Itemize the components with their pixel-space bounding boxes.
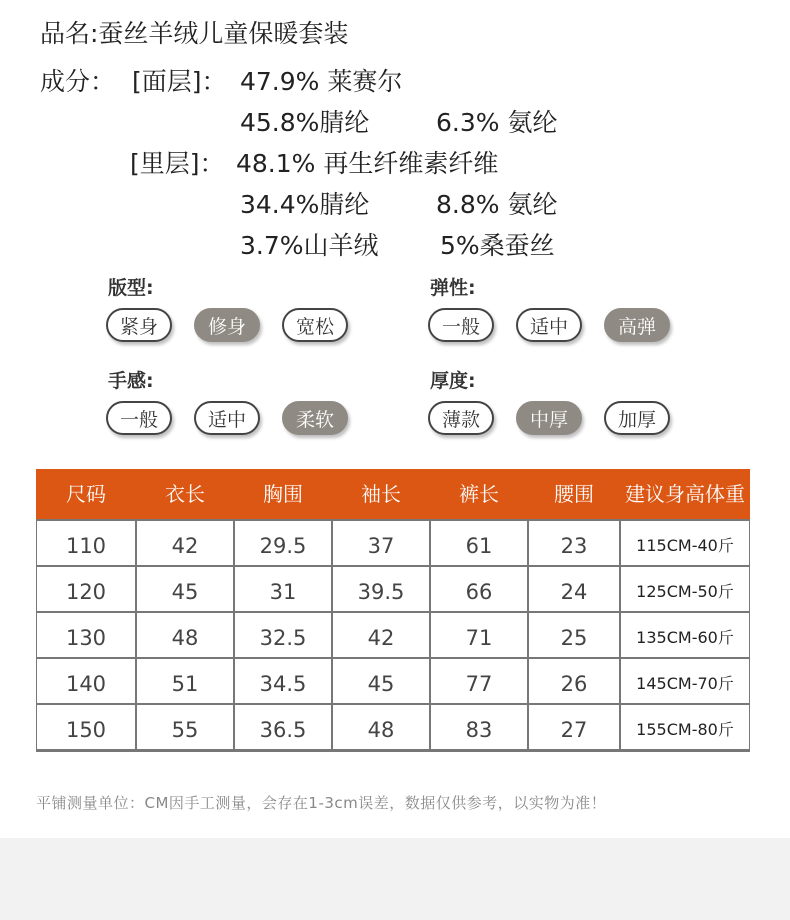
- cell-waist: 27: [529, 705, 621, 749]
- table-row: [37, 657, 749, 703]
- cell-waist: 25: [529, 613, 621, 657]
- table-body: [36, 519, 750, 752]
- cell-height-weight: 155CM-80斤: [636, 720, 734, 739]
- cell-sleeve: 39.5: [333, 567, 431, 611]
- lining-line-1: 48.1% 再生纤维素纤维: [236, 149, 499, 178]
- lining-line-2a: 34.4%腈纶: [240, 190, 370, 219]
- cell-length: 48: [137, 613, 235, 657]
- fit-label: 版型:: [108, 277, 154, 299]
- face-line-2b: 6.3% 氨纶: [436, 108, 558, 137]
- cell-pants-length: 77: [431, 659, 529, 703]
- header-height-weight: 建议身高体重: [625, 482, 745, 506]
- product-title: 品名:蚕丝羊绒儿童保暖套装: [40, 19, 349, 48]
- cell-pants-length: 66: [431, 567, 529, 611]
- lining-line-3a: 3.7%山羊绒: [240, 231, 379, 260]
- cell-chest: 31: [235, 567, 333, 611]
- cell-waist: 26: [529, 659, 621, 703]
- cell-sleeve: 42: [333, 613, 431, 657]
- cell-length: 51: [137, 659, 235, 703]
- elasticity-option-medium: 适中: [516, 308, 582, 342]
- cell-pants-length: 71: [431, 613, 529, 657]
- face-line-2a: 45.8%腈纶: [240, 108, 370, 137]
- thickness-option-medium: 中厚: [516, 401, 582, 435]
- cell-size: 120: [37, 567, 137, 611]
- cell-length: 42: [137, 521, 235, 565]
- cell-size: 150: [37, 705, 137, 749]
- fit-option-tight: 紧身: [106, 308, 172, 342]
- elasticity-option-normal: 一般: [428, 308, 494, 342]
- header-length: 衣长: [165, 482, 205, 506]
- cell-pants-length: 83: [431, 705, 529, 749]
- feel-option-medium: 适中: [194, 401, 260, 435]
- header-chest: 胸围: [263, 482, 303, 506]
- table-header: [36, 469, 750, 519]
- cell-sleeve: 48: [333, 705, 431, 749]
- table-row: [37, 703, 749, 751]
- thickness-option-thin: 薄款: [428, 401, 494, 435]
- cell-waist: 24: [529, 567, 621, 611]
- feel-option-normal: 一般: [106, 401, 172, 435]
- lining-line-2b: 8.8% 氨纶: [436, 190, 558, 219]
- cell-size: 110: [37, 521, 137, 565]
- fit-option-loose: 宽松: [282, 308, 348, 342]
- table-row: [37, 611, 749, 657]
- cell-size: 140: [37, 659, 137, 703]
- composition-label: 成分：: [40, 67, 116, 96]
- thickness-label: 厚度:: [430, 370, 476, 392]
- cell-length: 45: [137, 567, 235, 611]
- lining-line-3b: 5%桑蚕丝: [440, 231, 555, 260]
- cell-pants-length: 61: [431, 521, 529, 565]
- cell-chest: 36.5: [235, 705, 333, 749]
- cell-chest: 32.5: [235, 613, 333, 657]
- feel-label: 手感:: [108, 370, 154, 392]
- thickness-option-thick: 加厚: [604, 401, 670, 435]
- header-sleeve: 袖长: [361, 482, 401, 506]
- fit-option-slim: 修身: [194, 308, 260, 342]
- measurement-note: 平铺测量单位：CM因手工测量，会存在1-3cm误差，数据仅供参考，以实物为准！: [36, 794, 607, 812]
- size-table: [36, 469, 750, 752]
- footer-band: [0, 838, 790, 920]
- cell-chest: 29.5: [235, 521, 333, 565]
- table-row: [37, 519, 749, 565]
- elasticity-option-high: 高弹: [604, 308, 670, 342]
- cell-size: 130: [37, 613, 137, 657]
- header-size: 尺码: [66, 482, 106, 506]
- cell-length: 55: [137, 705, 235, 749]
- cell-height-weight: 125CM-50斤: [636, 582, 734, 601]
- cell-height-weight: 145CM-70斤: [636, 674, 734, 693]
- elasticity-label: 弹性:: [430, 277, 476, 299]
- cell-waist: 23: [529, 521, 621, 565]
- cell-sleeve: 37: [333, 521, 431, 565]
- face-line-1: 47.9% 莱赛尔: [240, 67, 403, 96]
- header-waist: 腰围: [554, 482, 594, 506]
- cell-sleeve: 45: [333, 659, 431, 703]
- cell-chest: 34.5: [235, 659, 333, 703]
- cell-height-weight: 135CM-60斤: [636, 628, 734, 647]
- table-row: [37, 565, 749, 611]
- feel-option-soft: 柔软: [282, 401, 348, 435]
- lining-layer-label: [里层]：: [130, 149, 225, 178]
- header-pants-length: 裤长: [459, 482, 499, 506]
- face-layer-label: [面层]：: [132, 67, 227, 96]
- cell-height-weight: 115CM-40斤: [636, 536, 734, 555]
